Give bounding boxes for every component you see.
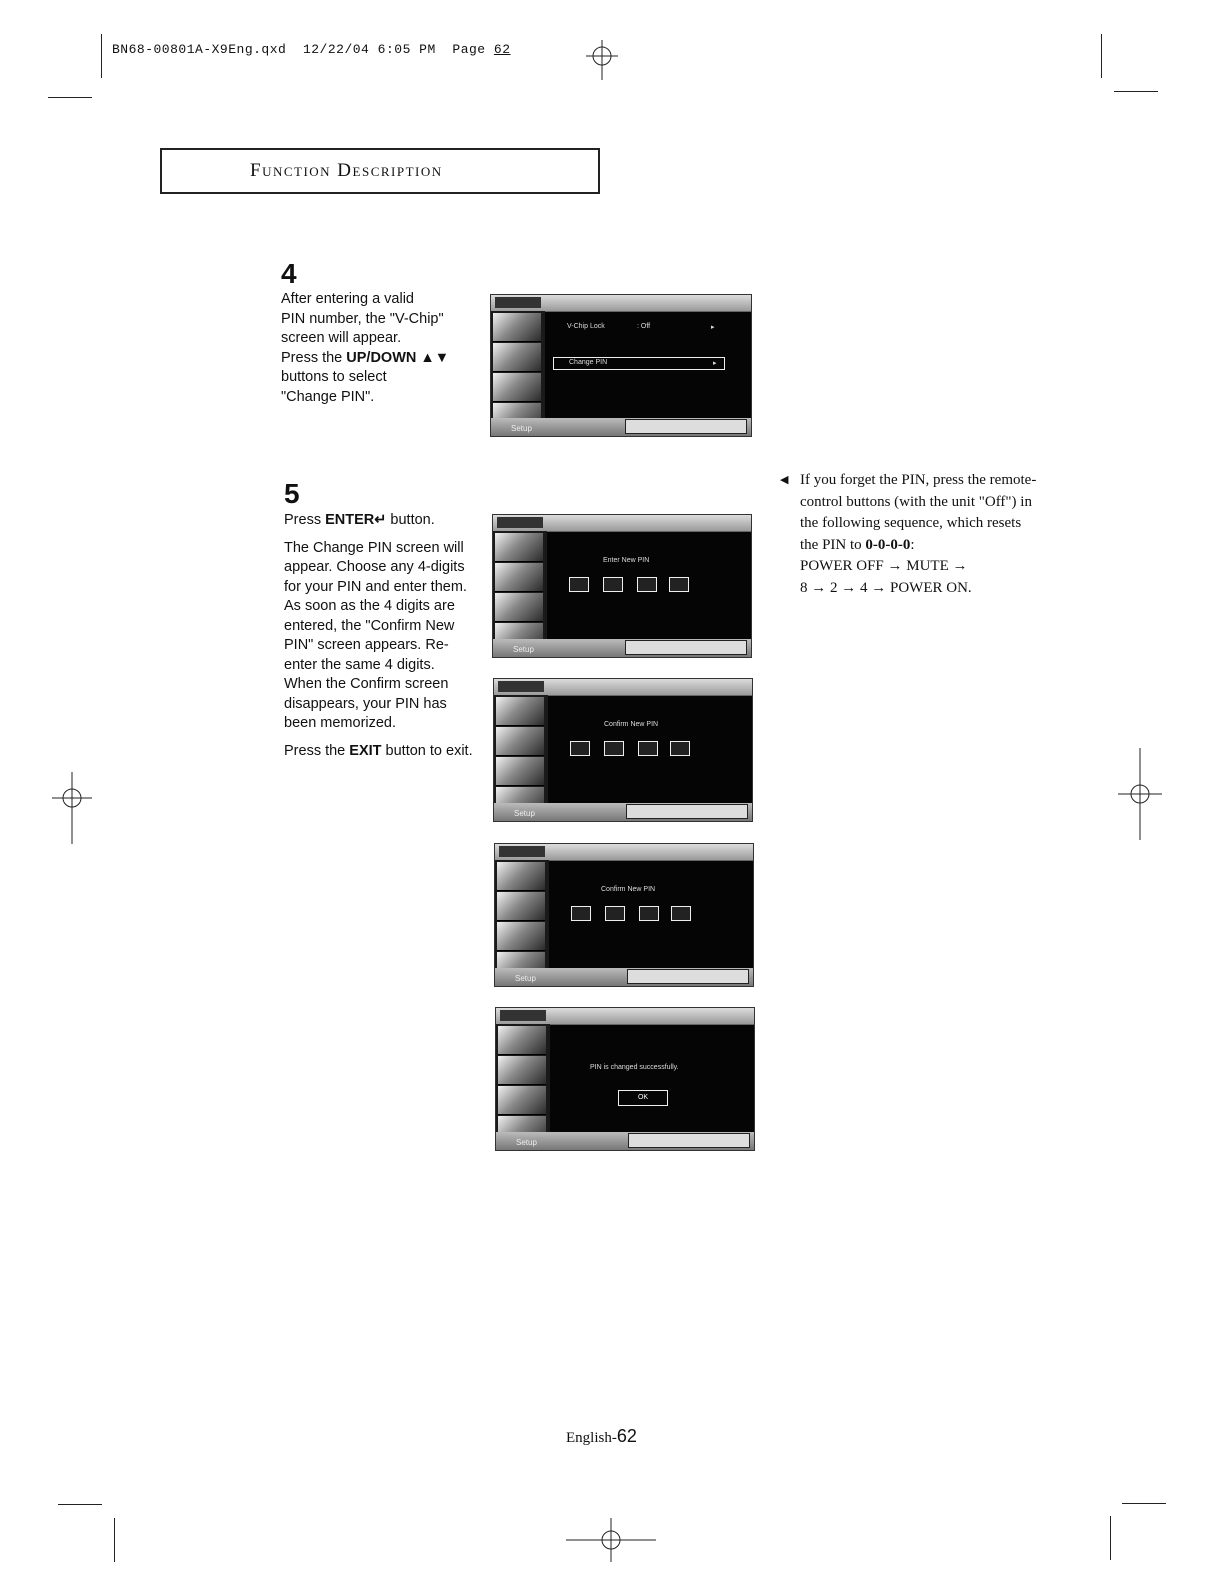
setup-label: Setup bbox=[511, 424, 532, 433]
step-4-line: After entering a valid bbox=[281, 291, 414, 307]
crop-mark bbox=[1122, 1503, 1166, 1504]
tv-screen-confirm-new-pin bbox=[493, 678, 753, 822]
page-footer bbox=[566, 1426, 637, 1447]
input-menu-icon bbox=[496, 697, 544, 726]
pin-changed-message: PIN is changed successfully. bbox=[590, 1064, 679, 1071]
vchip-lock-label: V-Chip Lock bbox=[567, 323, 605, 330]
pin-digit-box[interactable] bbox=[603, 577, 623, 592]
exit-key: EXIT bbox=[349, 742, 382, 759]
slug-file: BN68-00801A-X9Eng.qxd bbox=[112, 42, 287, 57]
screen-sidebar bbox=[496, 1024, 550, 1132]
step-4-line: PIN number, the "V-Chip" bbox=[281, 310, 444, 327]
picture-menu-icon bbox=[495, 563, 543, 592]
ok-button[interactable]: OK bbox=[618, 1090, 668, 1106]
sound-menu-icon bbox=[495, 593, 543, 622]
registration-target-icon bbox=[52, 772, 92, 844]
screen-title-bar bbox=[494, 679, 752, 696]
forgot-pin-note bbox=[782, 470, 1042, 599]
input-menu-icon bbox=[497, 862, 545, 891]
screen-sidebar bbox=[494, 695, 548, 803]
change-pin-label: Change PIN bbox=[569, 359, 608, 366]
reset-pin: 0-0-0-0 bbox=[865, 536, 911, 553]
tv-screen-pin-changed bbox=[495, 1007, 755, 1151]
crop-mark bbox=[101, 34, 102, 78]
button-sequence-line: POWER OFF → MUTE → bbox=[800, 558, 968, 574]
confirm-new-pin-label: Confirm New PIN bbox=[601, 886, 656, 893]
enter-key: ENTER↵ bbox=[325, 512, 387, 528]
picture-menu-icon bbox=[496, 727, 544, 756]
pin-digit-box[interactable] bbox=[638, 741, 658, 756]
crop-mark bbox=[58, 1504, 102, 1505]
slug-time: 6:05 PM bbox=[377, 42, 436, 57]
screen-sidebar bbox=[495, 860, 549, 968]
step-5-paragraph: The Change PIN screen will appear. Choose any 4-digits for your PIN and enter them. bbox=[284, 539, 467, 595]
enter-new-pin-label: Enter New PIN bbox=[603, 557, 650, 564]
picture-menu-icon bbox=[493, 343, 541, 372]
step-5-text bbox=[284, 511, 476, 761]
screen-sidebar bbox=[491, 311, 545, 418]
screen-title-bar bbox=[493, 515, 751, 532]
crop-mark bbox=[114, 1518, 115, 1562]
pin-digit-box[interactable] bbox=[670, 741, 690, 756]
row-arrow-icon: ▸ bbox=[713, 360, 717, 367]
screen-title-bar bbox=[495, 844, 753, 861]
registration-target-icon bbox=[586, 40, 618, 80]
step-5-paragraph: As soon as the 4 digits are entered, the "Confirm New PIN" screen appears. Re-enter the same 4 digits. When the Confirm screen disappears, your PIN has been memorized. bbox=[284, 598, 455, 731]
tv-screen-enter-new-pin bbox=[492, 514, 752, 658]
screen-title-bar bbox=[496, 1008, 754, 1025]
step-5-exit: Press the EXIT button to exit. bbox=[284, 742, 473, 759]
note-body: If you forget the PIN, press the remote-control buttons (with the unit "Off") in the following sequence, which resets the PIN to 0-0-0-0: POWER OFF → MUTE → 8 → 2 → 4 → POWER ON. bbox=[782, 470, 1042, 599]
pin-digit-box[interactable] bbox=[571, 906, 591, 921]
pin-digit-box[interactable] bbox=[570, 741, 590, 756]
step-4-line: "Change PIN". bbox=[281, 388, 375, 405]
footer-page-number: 62 bbox=[616, 1426, 637, 1446]
updown-key: UP/DOWN ▲▼ bbox=[346, 349, 450, 366]
pin-digit-box[interactable] bbox=[605, 906, 625, 921]
pin-digit-box[interactable] bbox=[669, 577, 689, 592]
step-4-line: buttons to select bbox=[281, 369, 387, 385]
step-4-line: Press the UP/DOWN ▲▼ bbox=[281, 349, 450, 366]
registration-target-icon bbox=[566, 1518, 656, 1562]
step-4-line: screen will appear. bbox=[281, 330, 402, 346]
pin-digit-box[interactable] bbox=[637, 577, 657, 592]
tv-screen-vchip bbox=[490, 294, 752, 437]
step-number: 5 bbox=[284, 478, 300, 509]
vchip-lock-value: : Off bbox=[637, 323, 651, 330]
print-slug bbox=[112, 42, 511, 57]
pin-digit-box[interactable] bbox=[604, 741, 624, 756]
pin-digit-box[interactable] bbox=[639, 906, 659, 921]
tv-screen-confirm-new-pin bbox=[494, 843, 754, 987]
note-arrow-icon: ◀ bbox=[780, 474, 789, 486]
slug-date: 12/22/04 bbox=[302, 42, 370, 57]
sound-menu-icon bbox=[496, 757, 544, 786]
input-menu-icon bbox=[498, 1026, 546, 1055]
crop-mark bbox=[1110, 1516, 1111, 1560]
button-sequence-line: 8 → 2 → 4 → POWER ON. bbox=[800, 579, 972, 596]
crop-mark bbox=[48, 97, 92, 98]
slug-page-number: 62 bbox=[493, 42, 511, 57]
setup-label: Setup bbox=[513, 645, 534, 654]
setup-label: Setup bbox=[516, 1138, 537, 1147]
crop-mark bbox=[1101, 34, 1102, 78]
crop-mark bbox=[1114, 91, 1158, 92]
setup-label: Setup bbox=[515, 974, 536, 983]
pin-digit-box[interactable] bbox=[569, 577, 589, 592]
picture-menu-icon bbox=[497, 892, 545, 921]
sound-menu-icon bbox=[498, 1086, 546, 1115]
screen-sidebar bbox=[493, 531, 547, 639]
step-number: 4 bbox=[281, 258, 297, 289]
setup-label: Setup bbox=[514, 809, 535, 818]
input-menu-icon bbox=[493, 313, 541, 342]
sound-menu-icon bbox=[497, 922, 545, 951]
row-arrow-icon: ▸ bbox=[711, 324, 715, 331]
screen-title-bar bbox=[491, 295, 751, 312]
section-title: Function Description bbox=[250, 160, 443, 181]
step-4-text bbox=[281, 290, 471, 407]
pin-digit-box[interactable] bbox=[671, 906, 691, 921]
input-menu-icon bbox=[495, 533, 543, 562]
confirm-new-pin-label: Confirm New PIN bbox=[604, 721, 659, 728]
footer-language: English- bbox=[566, 1430, 617, 1446]
step-5-press: Press ENTER↵ button. bbox=[284, 512, 435, 528]
slug-page-label: Page bbox=[452, 42, 486, 57]
sound-menu-icon bbox=[493, 373, 541, 402]
registration-target-icon bbox=[1118, 748, 1162, 840]
picture-menu-icon bbox=[498, 1056, 546, 1085]
